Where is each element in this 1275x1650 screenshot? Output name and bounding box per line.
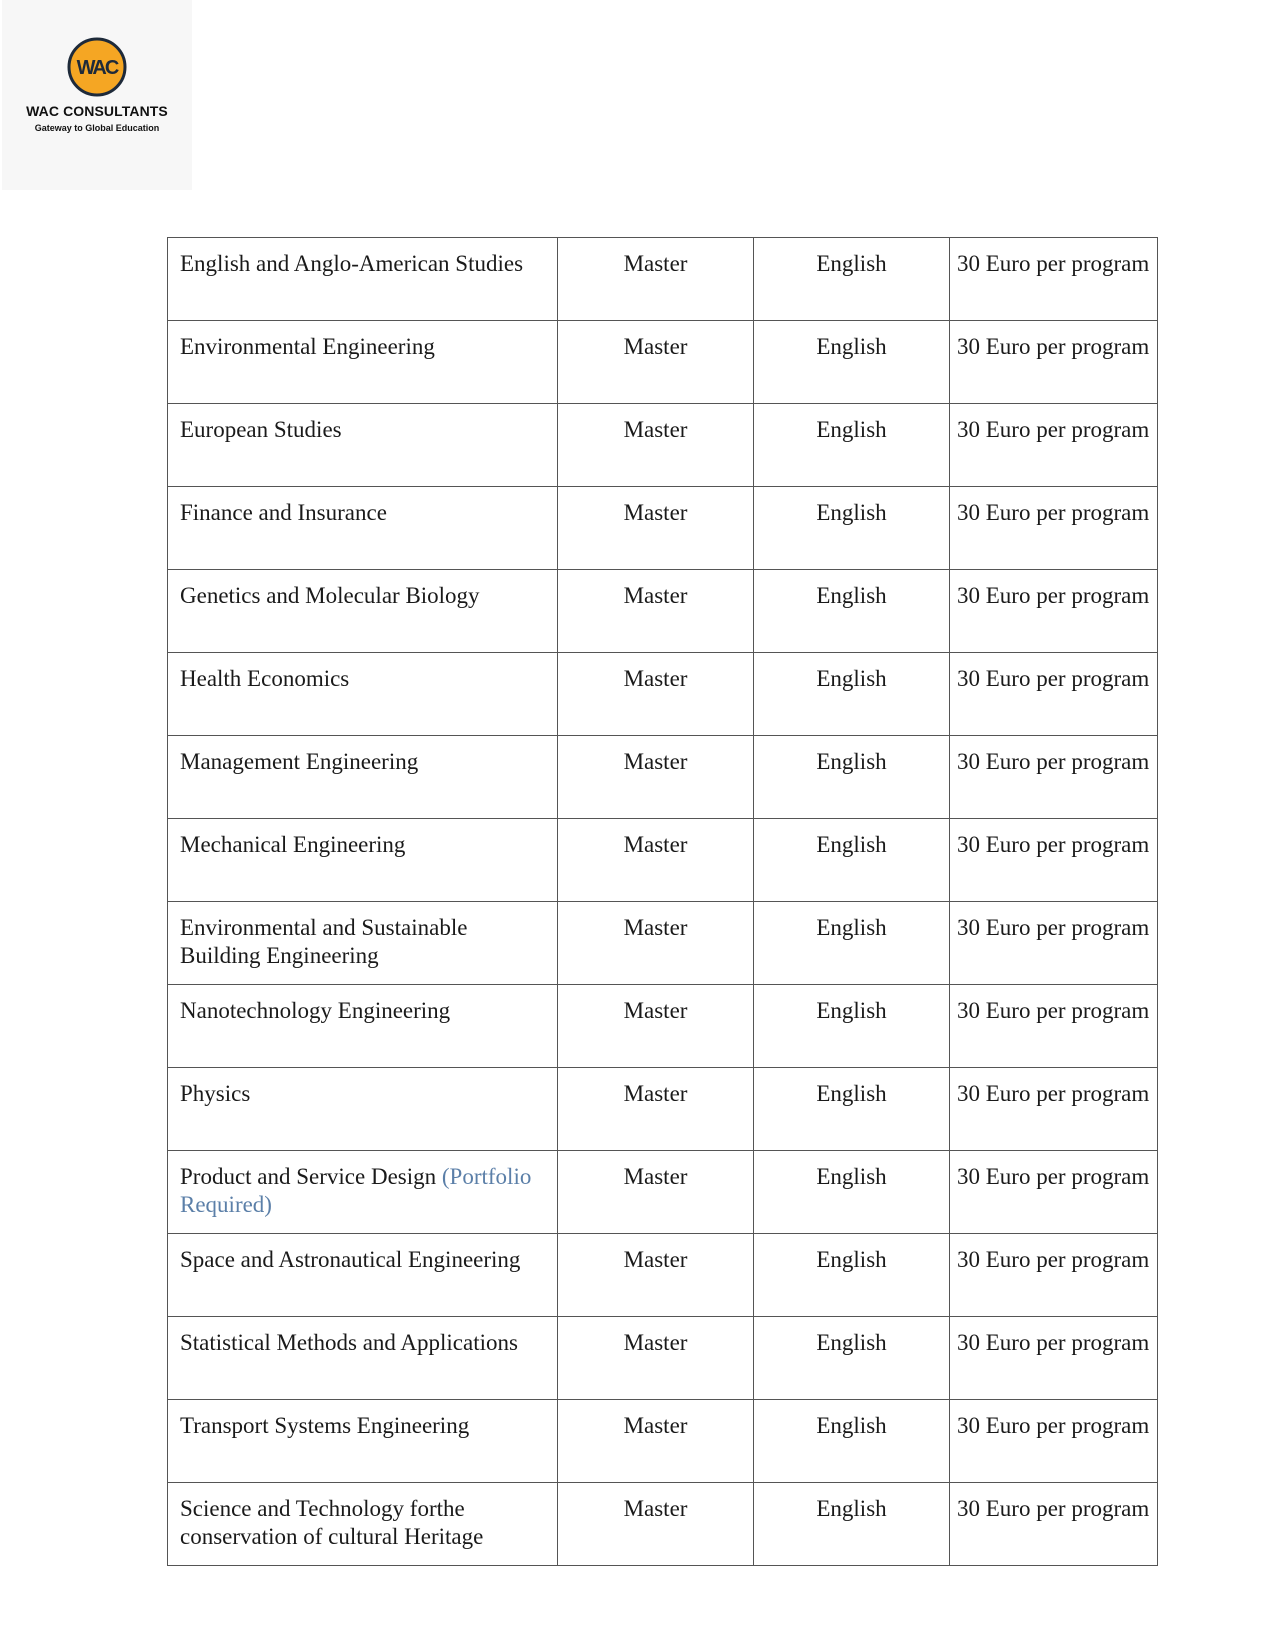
program-name-cell — [168, 1068, 558, 1151]
table-row — [168, 653, 1158, 736]
table-row — [168, 1151, 1158, 1234]
program-name: European Studies — [180, 417, 342, 442]
logo-block — [2, 0, 192, 190]
program-note: (Portfolio Required) — [180, 1164, 532, 1217]
program-name-cell — [168, 1234, 558, 1317]
program-name-cell — [168, 1317, 558, 1400]
language-cell: English — [754, 1234, 950, 1317]
degree-cell: Master — [558, 321, 754, 404]
program-name-cell — [168, 653, 558, 736]
program-name-cell — [168, 321, 558, 404]
language-cell: English — [754, 570, 950, 653]
fee-cell: 30 Euro per program — [950, 1234, 1158, 1317]
program-name-cell — [168, 570, 558, 653]
fee-cell: 30 Euro per program — [950, 1483, 1158, 1566]
programs-table — [167, 237, 1158, 1566]
logo-mark: WAC — [76, 57, 118, 79]
table-row — [168, 321, 1158, 404]
fee-cell: 30 Euro per program — [950, 1400, 1158, 1483]
language-cell: English — [754, 1317, 950, 1400]
language-cell: English — [754, 487, 950, 570]
degree-cell: Master — [558, 487, 754, 570]
table-row — [168, 404, 1158, 487]
program-name-cell — [168, 238, 558, 321]
table-row — [168, 736, 1158, 819]
fee-cell: 30 Euro per program — [950, 1151, 1158, 1234]
program-name-cell — [168, 736, 558, 819]
fee-cell: 30 Euro per program — [950, 487, 1158, 570]
degree-cell: Master — [558, 1317, 754, 1400]
language-cell: English — [754, 321, 950, 404]
degree-cell: Master — [558, 1483, 754, 1566]
table-row — [168, 902, 1158, 985]
degree-cell: Master — [558, 902, 754, 985]
fee-cell: 30 Euro per program — [950, 404, 1158, 487]
degree-cell: Master — [558, 404, 754, 487]
degree-cell: Master — [558, 1400, 754, 1483]
fee-cell: 30 Euro per program — [950, 1068, 1158, 1151]
fee-cell: 30 Euro per program — [950, 570, 1158, 653]
program-name: Statistical Methods and Applications — [180, 1330, 518, 1355]
program-name-cell — [168, 819, 558, 902]
program-name-cell — [168, 902, 558, 985]
programs-table-body — [168, 238, 1158, 1566]
program-name: Science and Technology forthe conservation of cultural Heritage — [180, 1496, 484, 1549]
program-name: Finance and Insurance — [180, 500, 387, 525]
program-name: English and Anglo-American Studies — [180, 251, 524, 276]
table-row — [168, 238, 1158, 321]
degree-cell: Master — [558, 1234, 754, 1317]
language-cell: English — [754, 736, 950, 819]
table-row — [168, 570, 1158, 653]
language-cell: English — [754, 653, 950, 736]
program-name: Environmental and Sustainable Building Engineering — [180, 915, 468, 968]
degree-cell: Master — [558, 570, 754, 653]
language-cell: English — [754, 1151, 950, 1234]
program-name-cell — [168, 1483, 558, 1566]
table-row — [168, 985, 1158, 1068]
program-name: Product and Service Design — [180, 1164, 437, 1189]
degree-cell: Master — [558, 1151, 754, 1234]
language-cell: English — [754, 902, 950, 985]
company-tagline: Gateway to Global Education — [34, 123, 160, 133]
degree-cell: Master — [558, 238, 754, 321]
degree-cell: Master — [558, 653, 754, 736]
company-name: WAC CONSULTANTS — [26, 103, 168, 119]
program-name: Health Economics — [180, 666, 350, 691]
fee-cell: 30 Euro per program — [950, 653, 1158, 736]
program-name: Management Engineering — [180, 749, 419, 774]
program-name-cell — [168, 487, 558, 570]
table-row — [168, 1234, 1158, 1317]
program-name: Genetics and Molecular Biology — [180, 583, 480, 608]
fee-cell: 30 Euro per program — [950, 1317, 1158, 1400]
program-name-cell — [168, 1151, 558, 1234]
table-row — [168, 819, 1158, 902]
language-cell: English — [754, 819, 950, 902]
table-row — [168, 1317, 1158, 1400]
table-row — [168, 1483, 1158, 1566]
table-row — [168, 1068, 1158, 1151]
degree-cell: Master — [558, 985, 754, 1068]
fee-cell: 30 Euro per program — [950, 321, 1158, 404]
program-name-cell — [168, 1400, 558, 1483]
program-name: Mechanical Engineering — [180, 832, 406, 857]
fee-cell: 30 Euro per program — [950, 736, 1158, 819]
program-name: Physics — [180, 1081, 251, 1106]
fee-cell: 30 Euro per program — [950, 902, 1158, 985]
fee-cell: 30 Euro per program — [950, 819, 1158, 902]
degree-cell: Master — [558, 1068, 754, 1151]
language-cell: English — [754, 1400, 950, 1483]
language-cell: English — [754, 404, 950, 487]
degree-cell: Master — [558, 736, 754, 819]
degree-cell: Master — [558, 819, 754, 902]
program-name-cell — [168, 985, 558, 1068]
program-name: Transport Systems Engineering — [180, 1413, 470, 1438]
language-cell: English — [754, 1483, 950, 1566]
program-name: Environmental Engineering — [180, 334, 435, 359]
program-name-cell — [168, 404, 558, 487]
fee-cell: 30 Euro per program — [950, 238, 1158, 321]
language-cell: English — [754, 985, 950, 1068]
language-cell: English — [754, 238, 950, 321]
program-name: Nanotechnology Engineering — [180, 998, 451, 1023]
table-row — [168, 487, 1158, 570]
language-cell: English — [754, 1068, 950, 1151]
fee-cell: 30 Euro per program — [950, 985, 1158, 1068]
wac-logo-icon — [67, 37, 127, 97]
program-name: Space and Astronautical Engineering — [180, 1247, 521, 1272]
table-row — [168, 1400, 1158, 1483]
